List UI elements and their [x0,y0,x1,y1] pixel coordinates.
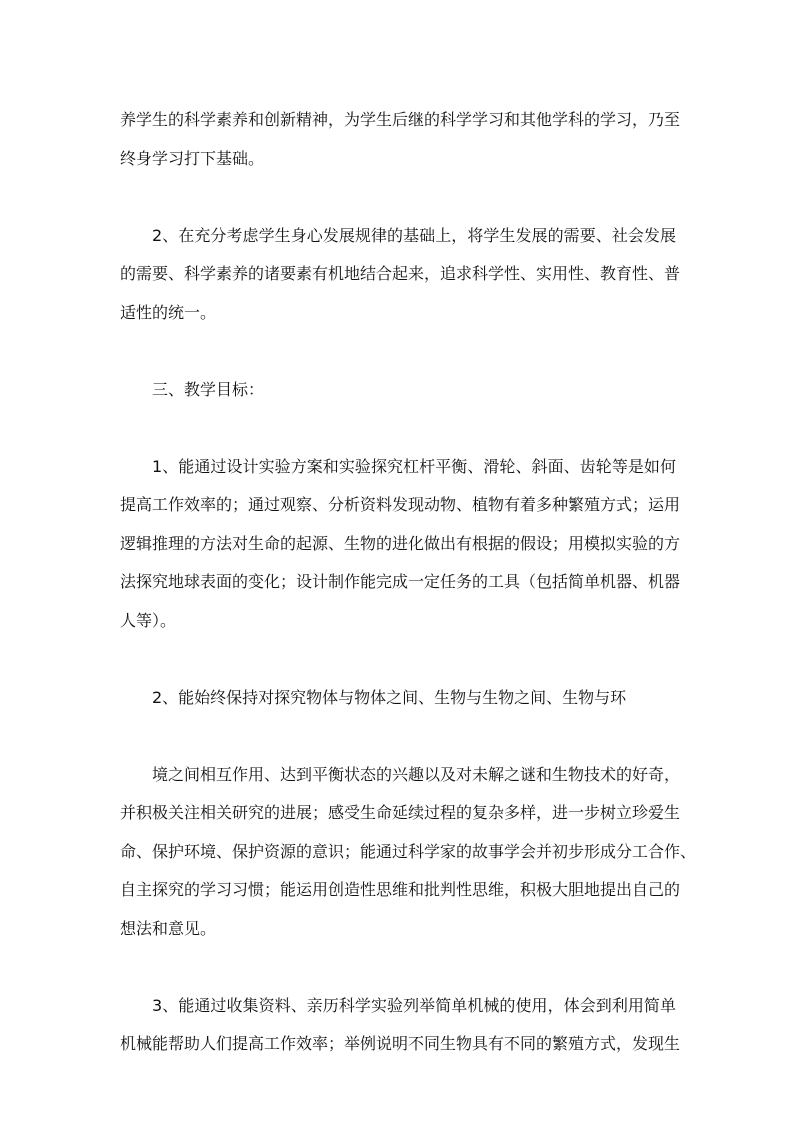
text-line: 2、能始终保持对探究物体与物体之间、生物与生物之间、生物与环 [152,687,627,707]
paragraph-continuation [120,101,681,178]
text-line: 并积极关注相关研究的进展；感受生命延续过程的复杂多样，进一步树立珍爱生 [120,803,681,822]
section-heading [120,371,676,410]
text-line: 自主探究的学习习惯；能运用创造性思维和批判性思维，积极大胆地提出自己的 [120,880,681,899]
text-line: 提高工作效率的；通过观察、分析资料发现动物、植物有着多种繁殖方式；运用 [120,495,681,514]
text-line: 机械能帮助人们提高工作效率；举例说明不同生物具有不同的繁殖方式，发现生 [120,1034,681,1053]
text-line: 人等）。 [120,610,177,630]
text-line: 境之间相互作用、达到平衡状态的兴趣以及对未解之谜和生物技术的好奇， [152,764,681,784]
text-line: 适性的统一。 [120,302,217,322]
text-line: 想法和意见。 [120,918,217,938]
text-line: 终身学习打下基础。 [120,148,265,168]
text-line: 3、能通过收集资料、亲历科学实验列举简单机械的使用，体会到利用简单 [152,995,676,1015]
heading-text: 三、教学目标： [152,379,265,399]
paragraph-objective-1 [120,448,681,641]
paragraph-objective-2 [120,679,676,718]
text-line: 1、能通过设计实验方案和实验探究杠杆平衡、滑轮、斜面、齿轮等是如何 [152,456,676,476]
paragraph-objective-2-continued [120,756,697,949]
text-line: 命、保护环境、保护资源的意识；能通过科学家的故事学会并初步形成分工合作、 [120,841,697,861]
paragraph-principle-2 [120,217,681,333]
text-line: 的需要、科学素养的诸要素有机地结合起来，追求科学性、实用性、教育性、普 [120,264,681,283]
text-line: 法探究地球表面的变化；设计制作能完成一定任务的工具（包括简单机器、机器 [120,572,681,591]
paragraph-objective-3 [120,987,681,1064]
text-line: 养学生的科学素养和创新精神，为学生后继的科学学习和其他学科的学习，乃至 [120,110,681,129]
document-body [120,101,697,1064]
text-line: 逻辑推理的方法对生命的起源、生物的进化做出有根据的假设；用模拟实验的方 [120,533,681,553]
text-line: 2、在充分考虑学生身心发展规律的基础上，将学生发展的需要、社会发展 [152,225,676,245]
